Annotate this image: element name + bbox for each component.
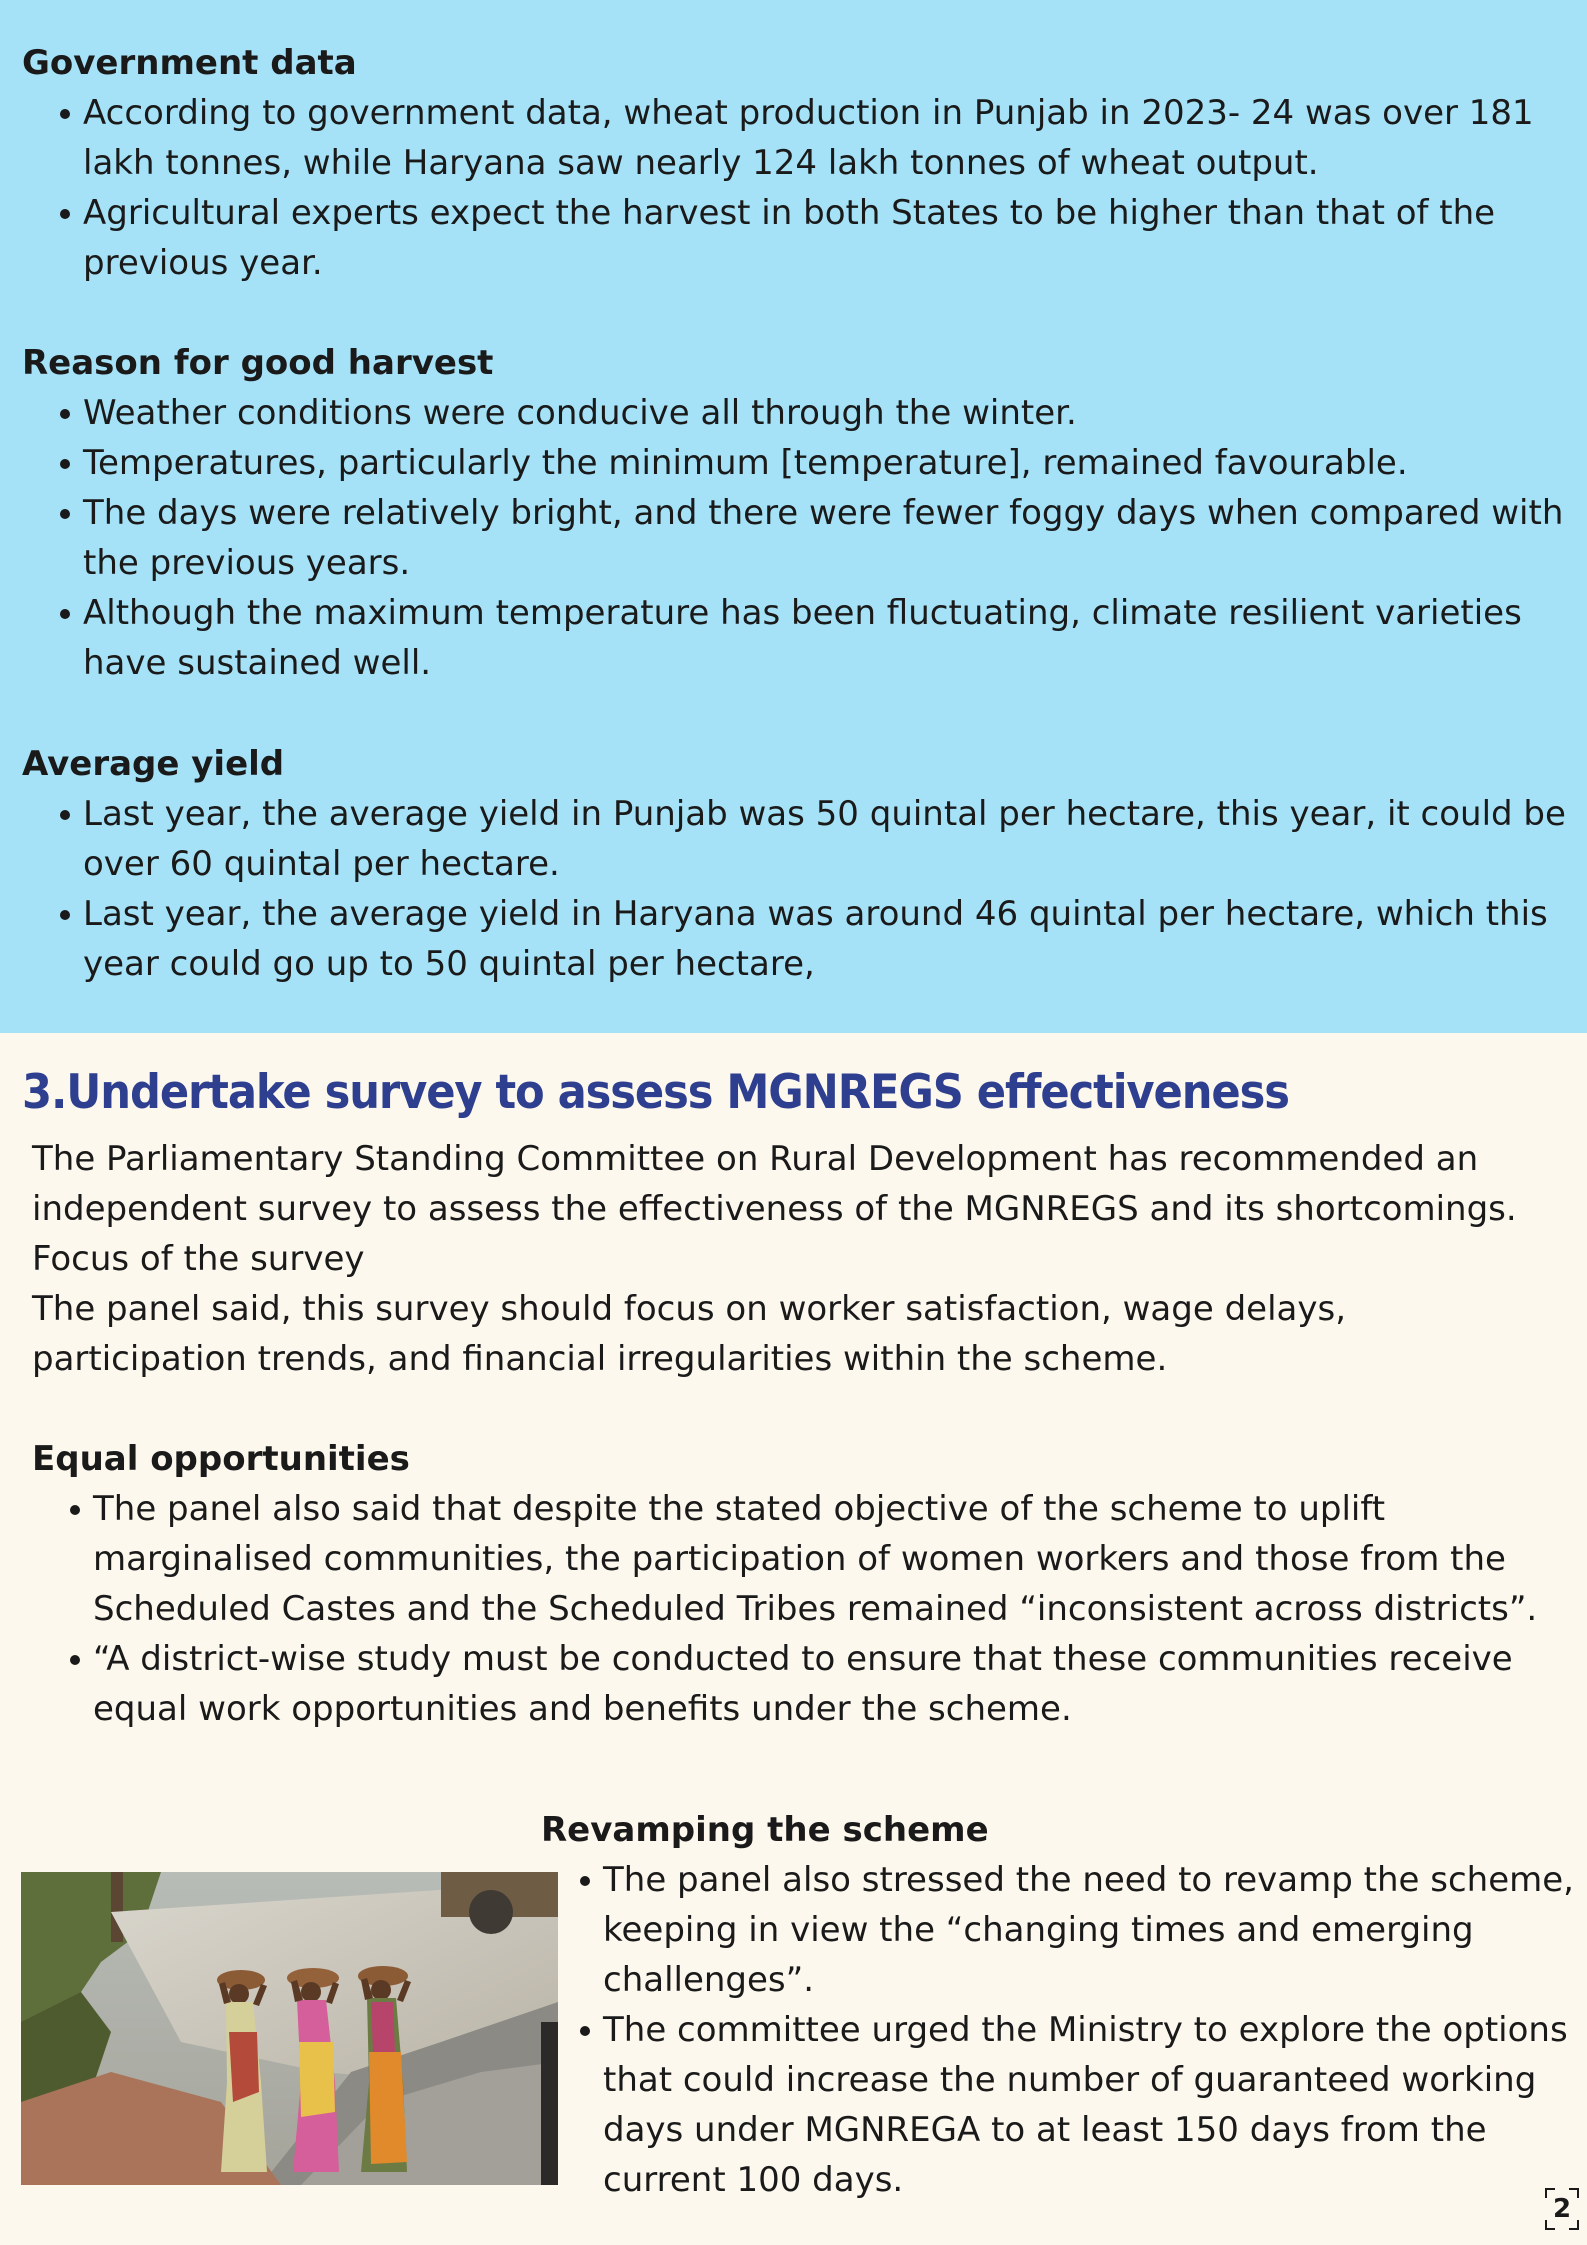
survey-intro-block xyxy=(32,1134,1562,1384)
revamping-block xyxy=(542,1855,1587,2205)
average-yield-block xyxy=(22,739,1572,989)
list-item: The panel also stressed the need to revamp the scheme, keeping in view the “changing times and emerging challenges”. xyxy=(542,1855,1587,2005)
list-item: Although the maximum temperature has been fluctuating, climate resilient varieties have sustained well. xyxy=(22,588,1572,688)
equal-opportunities-heading: Equal opportunities xyxy=(32,1439,410,1479)
section-title: 3.Undertake survey to assess MGNREGS effectiveness xyxy=(22,1065,1289,1120)
survey-intro-text: The Parliamentary Standing Committee on Rural Development has recommended an independent survey to assess the effectiveness of the MGNREGS and its shortcomings. xyxy=(32,1139,1517,1229)
list-item: According to government data, wheat production in Punjab in 2023- 24 was over 181 lakh tonnes, while Haryana saw nearly 124 lakh tonnes of wheat output. xyxy=(22,88,1572,188)
equal-opportunities-list xyxy=(32,1484,1572,1734)
women-workers-photo xyxy=(21,1872,558,2185)
average-yield-list xyxy=(22,789,1572,989)
government-data-heading: Government data xyxy=(22,43,357,83)
list-item: Temperatures, particularly the minimum [temperature], remained favourable. xyxy=(22,438,1572,488)
focus-text: The panel said, this survey should focus on worker satisfaction, wage delays, participation trends, and financial irregularities within the scheme. xyxy=(32,1289,1346,1379)
page-number-label: 2 xyxy=(1552,2194,1572,2224)
government-data-list xyxy=(22,88,1572,288)
list-item: Last year, the average yield in Haryana was around 46 quintal per hectare, which this year could go up to 50 quintal per hectare, xyxy=(22,889,1572,989)
reason-good-harvest-heading: Reason for good harvest xyxy=(22,343,494,383)
reason-good-harvest-list xyxy=(22,388,1572,688)
equal-opportunities-block xyxy=(32,1434,1572,1734)
list-item: Agricultural experts expect the harvest in both States to be higher than that of the previous year. xyxy=(22,188,1572,288)
section-title-block xyxy=(22,1063,1572,1123)
revamping-heading: Revamping the scheme xyxy=(541,1810,989,1850)
page-number xyxy=(1545,2188,1579,2230)
women-workers-carrying-baskets-photo-icon xyxy=(21,1872,558,2185)
average-yield-heading: Average yield xyxy=(22,744,285,784)
reason-good-harvest-block xyxy=(22,338,1572,688)
focus-label: Focus of the survey xyxy=(32,1239,365,1279)
revamping-list xyxy=(542,1855,1587,2205)
list-item: “A district-wise study must be conducted to ensure that these communities receive equal work opportunities and benefits under the scheme. xyxy=(32,1634,1572,1734)
list-item: The committee urged the Ministry to explore the options that could increase the number of guaranteed working days under MGNREGA to at least 150 days from the current 100 days. xyxy=(542,2005,1587,2205)
list-item: Last year, the average yield in Punjab was 50 quintal per hectare, this year, it could be over 60 quintal per hectare. xyxy=(22,789,1572,889)
list-item: The days were relatively bright, and there were fewer foggy days when compared with the previous years. xyxy=(22,488,1572,588)
government-data-block xyxy=(22,38,1572,288)
list-item: The panel also said that despite the stated objective of the scheme to uplift marginalised communities, the participation of women workers and those from the Scheduled Castes and the Scheduled Tribes remained “inconsistent across districts”. xyxy=(32,1484,1572,1634)
list-item: Weather conditions were conducive all through the winter. xyxy=(22,388,1572,438)
revamping-heading-block xyxy=(541,1805,1541,1855)
